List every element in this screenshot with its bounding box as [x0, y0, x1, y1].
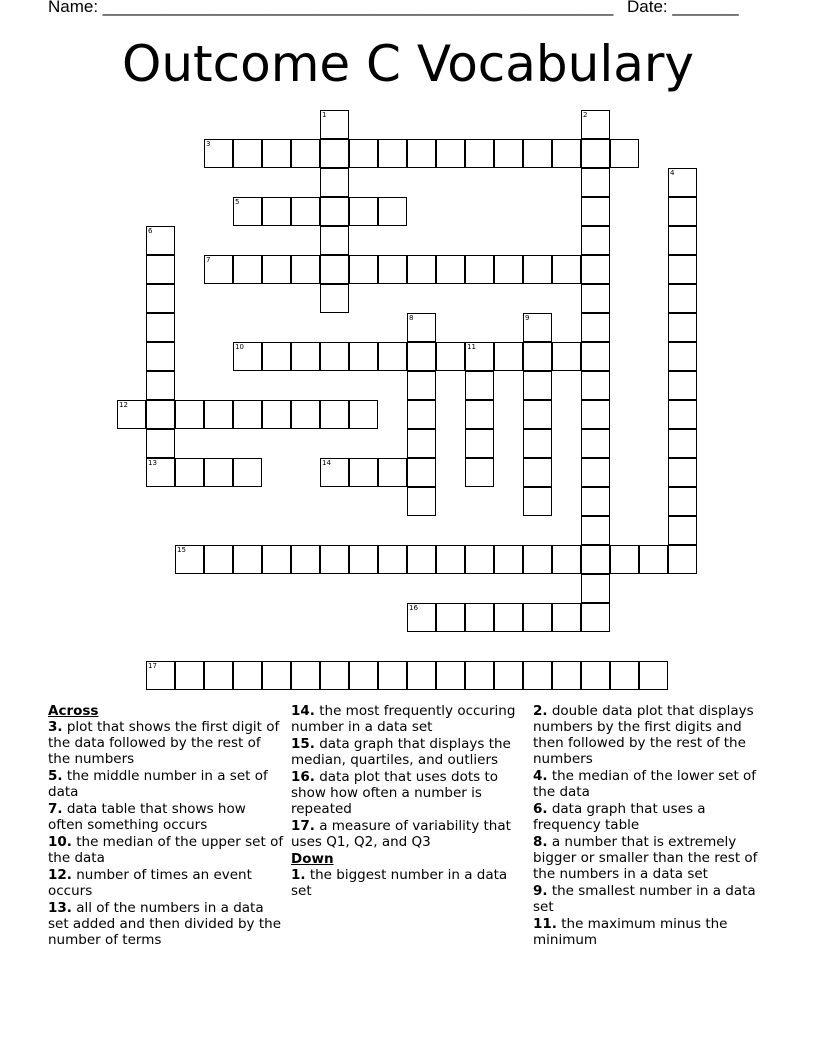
grid-cell[interactable]	[523, 429, 552, 458]
grid-cell[interactable]	[146, 458, 175, 487]
grid-cell[interactable]	[552, 661, 581, 690]
grid-cell[interactable]	[581, 255, 610, 284]
grid-cell[interactable]	[291, 197, 320, 226]
grid-cell[interactable]	[146, 342, 175, 371]
clue-column-2	[291, 703, 527, 900]
grid-cell[interactable]	[668, 255, 697, 284]
grid-cell[interactable]	[465, 545, 494, 574]
grid-cell[interactable]	[581, 110, 610, 139]
grid-cell[interactable]	[523, 139, 552, 168]
clue-number: 3.	[48, 719, 63, 735]
grid-cell[interactable]	[291, 139, 320, 168]
grid-cell[interactable]	[378, 458, 407, 487]
grid-cell[interactable]	[320, 110, 349, 139]
grid-cell[interactable]	[320, 342, 349, 371]
clue-column-1	[48, 703, 284, 949]
clue-text: data plot that uses dots to show how often a number is repeated	[291, 769, 499, 817]
clue-number-label: 13	[148, 459, 157, 467]
grid-cell[interactable]	[291, 400, 320, 429]
grid-cell[interactable]	[407, 458, 436, 487]
grid-cell[interactable]	[291, 545, 320, 574]
grid-cell[interactable]	[146, 313, 175, 342]
grid-cell[interactable]	[494, 139, 523, 168]
grid-cell[interactable]	[291, 342, 320, 371]
grid-cell[interactable]	[349, 400, 378, 429]
clue-number-label: 3	[206, 140, 211, 148]
grid-cell[interactable]	[465, 371, 494, 400]
grid-cell[interactable]	[494, 255, 523, 284]
clue-number: 13.	[48, 900, 72, 916]
grid-cell[interactable]	[262, 545, 291, 574]
clue-down	[291, 867, 527, 899]
grid-cell[interactable]	[407, 139, 436, 168]
grid-cell[interactable]	[436, 342, 465, 371]
grid-cell[interactable]	[581, 574, 610, 603]
clue-number-label: 10	[235, 343, 244, 351]
clue-number-label: 14	[322, 459, 331, 467]
page-title: Outcome C Vocabulary	[121, 35, 695, 93]
grid-cell[interactable]	[523, 255, 552, 284]
grid-cell[interactable]	[262, 661, 291, 690]
grid-cell[interactable]	[407, 313, 436, 342]
grid-cell[interactable]	[523, 371, 552, 400]
grid-cell[interactable]	[117, 400, 146, 429]
grid-cell[interactable]	[291, 255, 320, 284]
clue-across	[48, 834, 284, 866]
clue-down	[533, 768, 759, 800]
grid-cell[interactable]	[349, 545, 378, 574]
grid-cell[interactable]	[639, 545, 668, 574]
grid-cell[interactable]	[494, 661, 523, 690]
grid-cell[interactable]	[523, 487, 552, 516]
grid-cell[interactable]	[320, 545, 349, 574]
clue-number-label: 1	[322, 111, 327, 119]
grid-cell[interactable]	[320, 284, 349, 313]
grid-cell[interactable]	[465, 458, 494, 487]
grid-cell[interactable]	[407, 487, 436, 516]
clue-number: 15.	[291, 736, 315, 752]
clue-number: 14.	[291, 703, 315, 719]
clue-across	[291, 818, 527, 850]
down-heading: Down	[291, 851, 334, 867]
grid-cell[interactable]	[233, 342, 262, 371]
grid-cell[interactable]	[320, 197, 349, 226]
clue-number-label: 16	[409, 604, 418, 612]
grid-cell[interactable]	[378, 139, 407, 168]
grid-cell[interactable]	[465, 603, 494, 632]
grid-cell[interactable]	[581, 458, 610, 487]
grid-cell[interactable]	[465, 400, 494, 429]
grid-cell[interactable]	[494, 603, 523, 632]
clue-number-label: 6	[148, 227, 153, 235]
clue-number-label: 5	[235, 198, 240, 206]
clue-number: 9.	[533, 883, 548, 899]
grid-cell[interactable]	[262, 400, 291, 429]
grid-cell[interactable]	[668, 458, 697, 487]
grid-cell[interactable]	[465, 429, 494, 458]
grid-cell[interactable]	[204, 545, 233, 574]
grid-cell[interactable]	[552, 255, 581, 284]
grid-cell[interactable]	[320, 168, 349, 197]
grid-cell[interactable]	[436, 545, 465, 574]
grid-cell[interactable]	[581, 487, 610, 516]
clue-text: data graph that displays the median, quartiles, and outliers	[291, 736, 511, 768]
clue-text: the median of the upper set of the data	[48, 834, 284, 866]
grid-cell[interactable]	[204, 255, 233, 284]
grid-cell[interactable]	[146, 255, 175, 284]
clue-number: 5.	[48, 768, 63, 784]
grid-cell[interactable]	[146, 661, 175, 690]
grid-cell[interactable]	[494, 545, 523, 574]
grid-cell[interactable]	[581, 342, 610, 371]
clue-number: 1.	[291, 867, 306, 883]
grid-cell[interactable]	[349, 139, 378, 168]
grid-cell[interactable]	[407, 603, 436, 632]
grid-cell[interactable]	[581, 429, 610, 458]
grid-cell[interactable]	[378, 197, 407, 226]
grid-cell[interactable]	[291, 661, 320, 690]
clue-number-label: 17	[148, 662, 157, 670]
clue-number-label: 4	[670, 169, 675, 177]
grid-cell[interactable]	[668, 197, 697, 226]
grid-cell[interactable]	[639, 661, 668, 690]
grid-cell[interactable]	[581, 197, 610, 226]
grid-cell[interactable]	[320, 255, 349, 284]
grid-cell[interactable]	[581, 516, 610, 545]
grid-cell[interactable]	[436, 255, 465, 284]
grid-cell[interactable]	[175, 400, 204, 429]
grid-cell[interactable]	[668, 313, 697, 342]
clue-text: a measure of variability that uses Q1, Q2, and Q3	[291, 818, 511, 850]
grid-cell[interactable]	[494, 342, 523, 371]
grid-cell[interactable]	[581, 226, 610, 255]
grid-cell[interactable]	[668, 400, 697, 429]
clue-across	[48, 719, 284, 767]
grid-cell[interactable]	[581, 371, 610, 400]
clue-text: data graph that uses a frequency table	[533, 801, 706, 833]
grid-cell[interactable]	[465, 661, 494, 690]
clue-number: 8.	[533, 834, 548, 850]
grid-cell[interactable]	[407, 255, 436, 284]
grid-cell[interactable]	[668, 168, 697, 197]
grid-cell[interactable]	[233, 197, 262, 226]
grid-cell[interactable]	[407, 661, 436, 690]
grid-cell[interactable]	[668, 516, 697, 545]
clue-text: the median of the lower set of the data	[533, 768, 757, 800]
clue-number-label: 7	[206, 256, 211, 264]
clue-number-label: 11	[467, 343, 476, 351]
grid-cell[interactable]	[233, 661, 262, 690]
clue-text: double data plot that displays numbers by the first digits and then followed by the rest of the numbers	[533, 703, 754, 767]
grid-cell[interactable]	[581, 400, 610, 429]
grid-cell[interactable]	[523, 603, 552, 632]
grid-cell[interactable]	[668, 371, 697, 400]
grid-cell[interactable]	[204, 400, 233, 429]
clue-across	[48, 867, 284, 899]
grid-cell[interactable]	[378, 342, 407, 371]
clue-down	[533, 916, 759, 948]
clue-number: 11.	[533, 916, 557, 932]
clue-column-3	[533, 703, 759, 949]
grid-cell[interactable]	[378, 661, 407, 690]
clue-number: 7.	[48, 801, 63, 817]
clue-number: 16.	[291, 769, 315, 785]
grid-cell[interactable]	[610, 139, 639, 168]
grid-cell[interactable]	[349, 342, 378, 371]
clue-across	[48, 801, 284, 833]
clue-number-label: 9	[525, 314, 530, 322]
grid-cell[interactable]	[204, 661, 233, 690]
grid-cell[interactable]	[407, 545, 436, 574]
clue-down	[533, 834, 759, 882]
clue-text: a number that is extremely bigger or smaller than the rest of the numbers in a data set	[533, 834, 758, 882]
grid-cell[interactable]	[349, 458, 378, 487]
grid-cell[interactable]	[233, 139, 262, 168]
grid-cell[interactable]	[668, 545, 697, 574]
grid-cell[interactable]	[581, 284, 610, 313]
grid-cell[interactable]	[668, 284, 697, 313]
clue-across	[48, 768, 284, 800]
grid-cell[interactable]	[320, 400, 349, 429]
grid-cell[interactable]	[436, 661, 465, 690]
clue-across	[291, 703, 527, 735]
clue-down	[533, 883, 759, 915]
clue-text: the biggest number in a data set	[291, 867, 508, 899]
clue-across	[291, 769, 527, 817]
clue-number-label: 8	[409, 314, 414, 322]
clue-text: number of times an event occurs	[48, 867, 252, 899]
grid-cell[interactable]	[668, 429, 697, 458]
clue-down	[533, 801, 759, 833]
grid-cell[interactable]	[233, 545, 262, 574]
grid-cell[interactable]	[262, 255, 291, 284]
grid-cell[interactable]	[407, 342, 436, 371]
clue-number-label: 2	[583, 111, 588, 119]
clue-text: all of the numbers in a data set added and then divided by the number of terms	[48, 900, 281, 948]
grid-cell[interactable]	[581, 168, 610, 197]
grid-cell[interactable]	[581, 139, 610, 168]
grid-cell[interactable]	[378, 545, 407, 574]
clue-number: 2.	[533, 703, 548, 719]
grid-cell[interactable]	[320, 458, 349, 487]
clue-number: 12.	[48, 867, 72, 883]
grid-cell[interactable]	[581, 545, 610, 574]
grid-cell[interactable]	[146, 284, 175, 313]
name-field[interactable]: Name: ______________________________________________________	[48, 0, 614, 16]
grid-cell[interactable]	[668, 342, 697, 371]
clue-number: 17.	[291, 818, 315, 834]
grid-cell[interactable]	[465, 342, 494, 371]
grid-cell[interactable]	[668, 487, 697, 516]
grid-cell[interactable]	[146, 371, 175, 400]
clue-number: 10.	[48, 834, 72, 850]
clue-across	[291, 736, 527, 768]
grid-cell[interactable]	[175, 661, 204, 690]
clue-text: the maximum minus the minimum	[533, 916, 728, 948]
clue-text: plot that shows the first digit of the data followed by the rest of the numbers	[48, 719, 280, 767]
grid-cell[interactable]	[233, 458, 262, 487]
grid-cell[interactable]	[523, 313, 552, 342]
grid-cell[interactable]	[523, 661, 552, 690]
clue-text: the most frequently occuring number in a data set	[291, 703, 516, 735]
clue-number: 6.	[533, 801, 548, 817]
grid-cell[interactable]	[552, 545, 581, 574]
grid-cell[interactable]	[204, 139, 233, 168]
across-heading: Across	[48, 703, 99, 719]
grid-cell[interactable]	[320, 139, 349, 168]
grid-cell[interactable]	[610, 661, 639, 690]
grid-cell[interactable]	[175, 458, 204, 487]
grid-cell[interactable]	[436, 603, 465, 632]
grid-cell[interactable]	[407, 400, 436, 429]
grid-cell[interactable]	[610, 545, 639, 574]
grid-cell[interactable]	[378, 255, 407, 284]
grid-cell[interactable]	[552, 603, 581, 632]
grid-cell[interactable]	[552, 342, 581, 371]
clue-text: the smallest number in a data set	[533, 883, 756, 915]
clue-number: 4.	[533, 768, 548, 784]
grid-cell[interactable]	[146, 226, 175, 255]
grid-cell[interactable]	[523, 545, 552, 574]
grid-cell[interactable]	[581, 603, 610, 632]
clue-number-label: 15	[177, 546, 186, 554]
grid-cell[interactable]	[436, 139, 465, 168]
grid-cell[interactable]	[668, 226, 697, 255]
grid-cell[interactable]	[320, 226, 349, 255]
date-field[interactable]: Date: _______	[627, 0, 739, 16]
clue-number-label: 12	[119, 401, 128, 409]
grid-cell[interactable]	[262, 197, 291, 226]
grid-cell[interactable]	[262, 342, 291, 371]
grid-cell[interactable]	[233, 255, 262, 284]
grid-cell[interactable]	[552, 139, 581, 168]
clue-down	[533, 703, 759, 767]
grid-cell[interactable]	[581, 661, 610, 690]
grid-cell[interactable]	[523, 458, 552, 487]
grid-cell[interactable]	[523, 342, 552, 371]
grid-cell[interactable]	[407, 371, 436, 400]
grid-cell[interactable]	[349, 197, 378, 226]
grid-cell[interactable]	[349, 661, 378, 690]
grid-cell[interactable]	[204, 458, 233, 487]
grid-cell[interactable]	[465, 139, 494, 168]
grid-cell[interactable]	[465, 255, 494, 284]
clue-text: data table that shows how often something occurs	[48, 801, 246, 833]
grid-cell[interactable]	[233, 400, 262, 429]
clue-across	[48, 900, 284, 948]
grid-cell[interactable]	[407, 429, 436, 458]
grid-cell[interactable]	[146, 429, 175, 458]
grid-cell[interactable]	[262, 139, 291, 168]
grid-cell[interactable]	[146, 400, 175, 429]
grid-cell[interactable]	[349, 255, 378, 284]
grid-cell[interactable]	[175, 545, 204, 574]
grid-cell[interactable]	[523, 400, 552, 429]
grid-cell[interactable]	[581, 313, 610, 342]
grid-cell[interactable]	[320, 661, 349, 690]
clue-text: the middle number in a set of data	[48, 768, 268, 800]
